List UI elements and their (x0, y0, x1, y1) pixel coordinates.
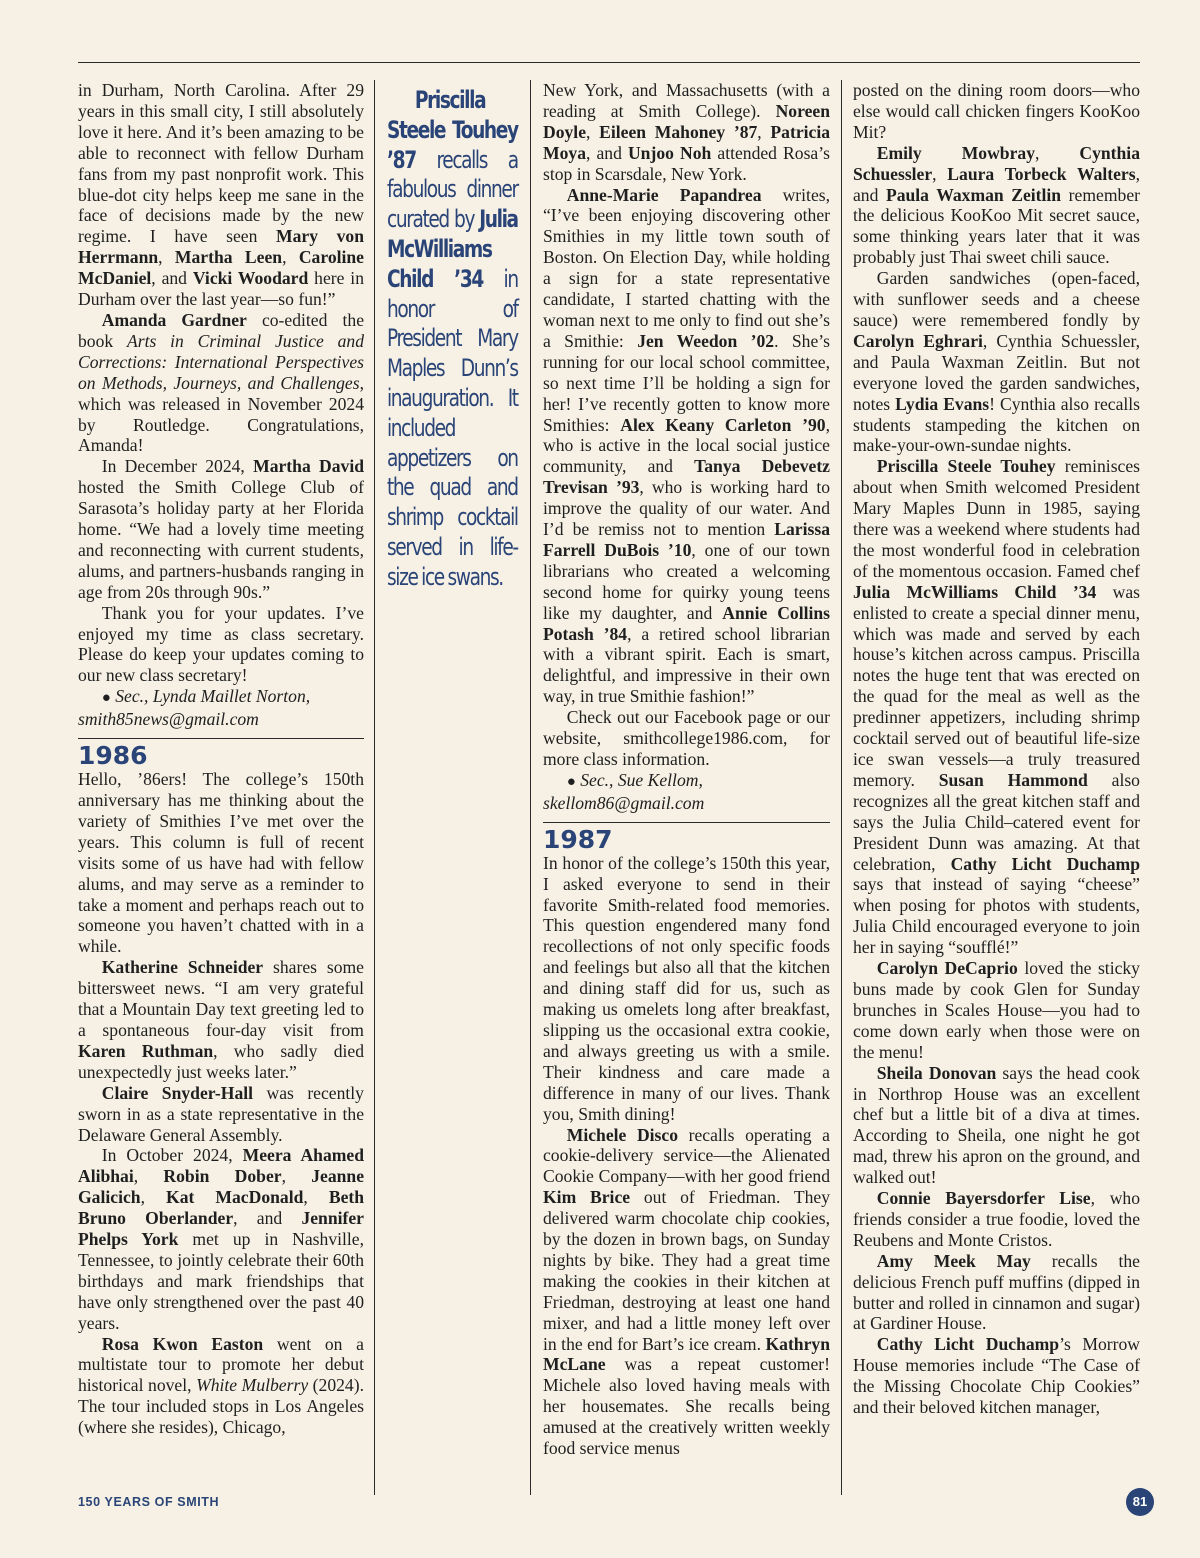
bullet-icon: ● (566, 773, 576, 790)
paragraph: In honor of the college’s 150th this year, I asked everyone to send in their favorite Smith-related food memories. This question engendered many fond recollections of not only specific foods and feelings but also all that the kitchen and dining staff did for us, such as making us omelets long after breakfast, slipping us the occasional extra cookie, and always greeting us with a smile. Their kindness and care made a difference in many of our lives. Thank you, Smith dining! (543, 852, 830, 1124)
paragraph: Sheila Donovan says the head cook in Northrop House was an excellent chef but a little bit of a diva at times. According to Sheila, one night he got mad, threw his apron on the ground, and walked out! (853, 1062, 1140, 1188)
paragraph: posted on the dining room doors—who else would call chicken fingers KooKoo Mit? (853, 80, 1140, 142)
paragraph: Katherine Schneider shares some bittersweet news. “I am very grateful that a Mountain Day text greeting led to a spontaneous four-day visit from Karen Ruthman, who sadly died unexpectedly just weeks later.” (78, 957, 364, 1082)
page-number: 81 (1126, 1488, 1154, 1516)
paragraph: Garden sandwiches (open-faced, with sunflower seeds and a cheese sauce) were remembered fondly by Carolyn Eghrari, Cynthia Schuessler, and Paula Waxman Zeitlin. But not everyone loved the garden sandwiches, notes Lydia Evans! Cynthia also recalls students stampeding the kitchen on make-your-own-sundae nights. (853, 268, 1140, 456)
secretary-email: smith85news@gmail.com (78, 709, 259, 730)
paragraph: Connie Bayersdorfer Lise, who friends consider a true foodie, loved the Reubens and Monte Cristos. (853, 1188, 1140, 1250)
paragraph: Priscilla Steele Touhey reminisces about when Smith welcomed President Mary Maples Dunn in 1985, saying there was a weekend where students had the most wonderful food in celebration of the momentous occasion. Famed chef Julia McWilliams Child ’34 was enlisted to create a special dinner menu, which was made and served by each house’s kitchen across campus. Priscilla notes the huge tent that was erected on the quad for the meal as well as the predinner appetizers, including shrimp cocktail served out of beautiful life-size ice swan vessels—a truly treasured memory. Susan Hammond also recognizes all the great kitchen staff and says the Julia Child–catered event for President Dunn was amazing. At that celebration, Cathy Licht Duchamp says that instead of saying “cheese” when posing for photos with students, Julia Child encouraged everyone to join her in saying “soufflé!” (853, 456, 1141, 958)
paragraph: In December 2024, Martha David hosted the Smith College Club of Sarasota’s holiday party at her Florida home. “We had a lovely time meeting and reconnecting with current students, alums, and partners-husbands ranging in age from 20s through 90s.” (78, 456, 364, 602)
top-rule (78, 62, 1140, 63)
paragraph: Amanda Gardner co-edited the book Arts in Criminal Justice and Corrections: International Perspectives on Methods, Journeys, and Challenges, which was released in November 2024 by Routledge. Congratulations, Amanda! (78, 309, 365, 456)
paragraph: Hello, ’86ers! The college’s 150th anniversary has me thinking about the variety of Smithies I’ve met over the years. This column is full of recent visits some of us have had with fellow alums, and may serve as a reminder to take a moment and perhaps reach out to someone you haven’t chatted with in a while. (78, 769, 364, 957)
publication-footer: 150 YEARS OF SMITH (78, 1495, 220, 1509)
column-divider (374, 80, 375, 1495)
secretary-signature: ● Sec., Sue Kellom, skellom86@gmail.com (543, 769, 705, 813)
secretary-signature: ● Sec., Lynda Maillet Norton, smith85news@gmail.com (78, 686, 311, 730)
paragraph: Check out our Facebook page or our website, smithcollege1986.com, for more class information. (543, 707, 830, 769)
paragraph: Michele Disco recalls operating a cookie-delivery service—the Alienated Cookie Company—with her good friend Kim Brice out of Friedman. They delivered warm chocolate chip cookies, by the dozen in brown bags, on Sunday nights by bike. They had a great time making the cookies in their kitchen at Friedman, destroying at least one hand mixer, and had a little money left over in the end for Bart’s ice cream. Kathryn McLane was a repeat customer! Michele also loved having meals with her housemates. She recalls being amused at the creatively written weekly food service menus (543, 1124, 830, 1459)
column-3 (543, 80, 830, 1459)
paragraph: Claire Snyder-Hall was recently sworn in as a state representative in the Delaware General Assembly. (78, 1082, 364, 1145)
paragraph: Anne-Marie Papandrea writes, “I’ve been enjoying discovering other Smithies in my little town south of Boston. On Election Day, while holding a sign for a state representative candidate, I started chatting with the woman next to me only to find out she’s a Smithie: Jen Weedon ’02. She’s running for our local school committee, so next time I’ll be holding a sign for her! I’ve recently gotten to know more Smithies: Alex Keany Carleton ’90, who is active in the local social justice community, and Tanya Debevetz Trevisan ’93, who is working hard to improve the quality of our water. And I’d be remiss not to mention Larissa Farrell DuBois ’10, one of our town librarians who created a welcoming second home for quirky young teens like my daughter, and Annie Collins Potash ’84, a retired school librarian with a vibrant spirit. Each is smart, delightful, and impressive in their own way, in true Smithie fashion!” (543, 184, 831, 707)
paragraph: In October 2024, Meera Ahamed Alibhai, Robin Dober, Jeanne Galicich, Kat MacDonald, Beth Bruno Oberlander, and Jennifer Phelps York met up in Nashville, Tennessee, to jointly celebrate their 60th birthdays and mark friendships that have only strengthened over the past 40 years. (78, 1145, 365, 1333)
class-year-heading: 1986 (78, 741, 148, 771)
column-divider (530, 80, 531, 1495)
paragraph: Carolyn DeCaprio loved the sticky buns made by cook Glen for Sunday brunches in Scales House—you had to come down early when those were on the menu! (853, 958, 1140, 1062)
paragraph: Amy Meek May recalls the delicious French puff muffins (dipped in butter and rolled in cinnamon and sugar) at Gardiner House. (853, 1250, 1140, 1334)
paragraph: Thank you for your updates. I’ve enjoyed my time as class secretary. Please do keep your updates coming to our new class secretary! (78, 602, 364, 686)
paragraph: Emily Mowbray, Cynthia Schuessler, Laura Torbeck Walters, and Paula Waxman Zeitlin remember the delicious KooKoo Mit secret sauce, some thinking years later that it was probably just Thai sweet chili sauce. (853, 142, 1140, 268)
class-1987-section (543, 822, 830, 1459)
pull-quote-column (387, 80, 517, 593)
secretary-email: skellom86@gmail.com (543, 792, 705, 813)
column-1 (78, 80, 364, 1438)
bullet-icon: ● (101, 690, 111, 707)
paragraph: Rosa Kwon Easton went on a multistate tour to promote her debut historical novel, White Mulberry (2024). The tour included stops in Los Angeles (where she resides), Chicago, (78, 1333, 364, 1438)
column-4 (853, 80, 1140, 1418)
column-divider (841, 80, 842, 1495)
paragraph: in Durham, North Carolina. After 29 years in this small city, I still absolutely love it here. And it’s been amazing to be able to reconnect with fellow Durham fans from my past nonprofit work. This blue-dot city helps keep me sane in the face of decisions made by the new regime. I have seen Mary von Herrmann, Martha Leen, Caroline McDaniel, and Vicki Woodard here in Durham over the last year—so fun!” (78, 80, 364, 310)
class-year-heading: 1987 (543, 824, 613, 854)
pull-quote: Priscilla Steele Touhey ’87 recalls a fabulous dinner curated by Julia McWilliams Child ’34 in honor of President Mary Maples Dunn’s inauguration. It included appetizers on the quad and shrimp cocktail served in life-size ice swans. (387, 86, 518, 591)
class-1986-section (78, 738, 364, 1438)
paragraph: New York, and Massachusetts (with a reading at Smith College). Noreen Doyle, Eileen Mahoney ’87, Patricia Moya, and Unjoo Noh attended Rosa’s stop in Scarsdale, New York. (543, 80, 831, 184)
paragraph: Cathy Licht Duchamp’s Morrow House memories include “The Case of the Missing Chocolate Chip Cookies” and their beloved kitchen manager, (853, 1334, 1141, 1418)
